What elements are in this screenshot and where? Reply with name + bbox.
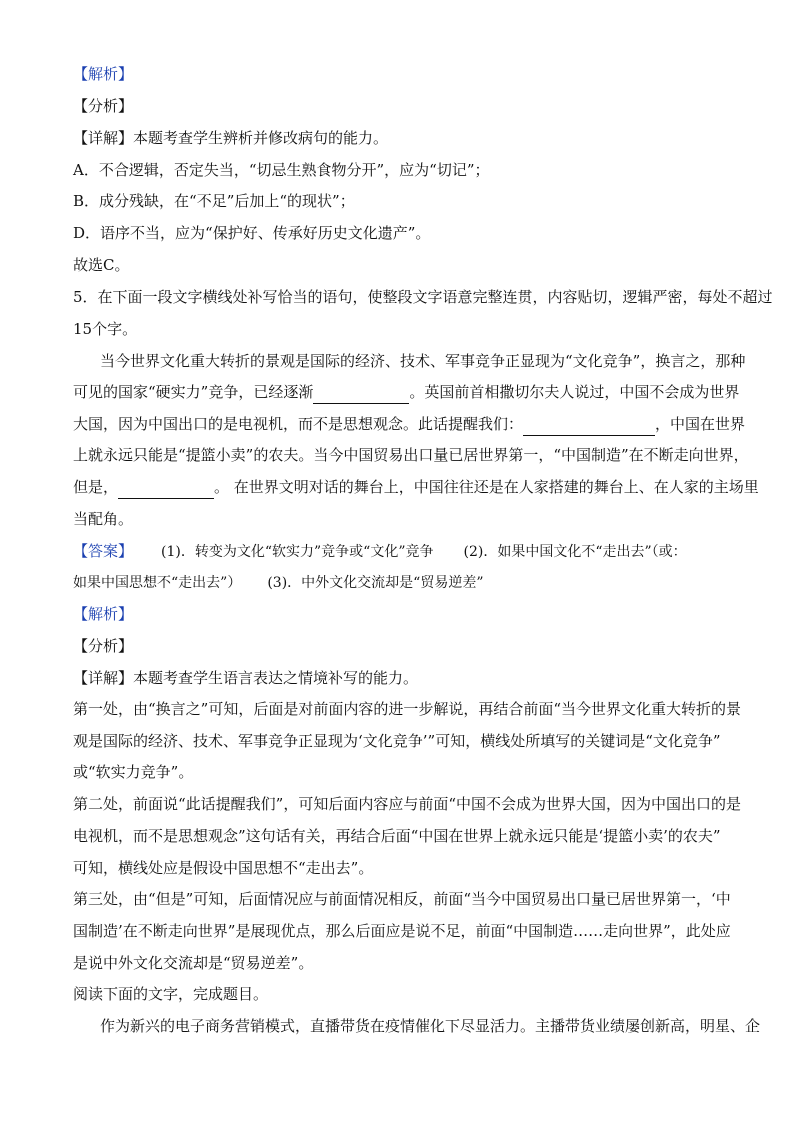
- q5-stem-line-1: 5．在下面一段文字横线处补写恰当的语句，使整段文字语意完整连贯，内容贴切，逻辑严密，每处不超过: [73, 288, 773, 306]
- q5-answer-line-2: [73, 570, 483, 595]
- explain-2c: 可知，横线处应是假设中国思想不“走出去”。: [73, 859, 374, 877]
- q5-passage-text: 大国，因为中国出口的是电视机，而不是思想观念。此话提醒我们：: [73, 415, 524, 433]
- answer-2-cont: 如果中国思想不“走出去”）: [73, 575, 242, 591]
- q4-option-a: A．不合逻辑，否定失当，“切忌生熟食物分开”，应为“切记”；: [73, 161, 490, 179]
- tag-answer: 【答案】: [73, 542, 134, 560]
- tag-analysis: 【解析】: [73, 65, 134, 83]
- explain-2b: 电视机，而不是思想观念”这句话有关，再结合后面“中国在世界上就永远只能是‘提篮小卖’的农夫”: [73, 827, 721, 845]
- q5-detail-line: [73, 666, 418, 690]
- q5-stem-line-2: 15个字。: [73, 320, 138, 338]
- q5-passage-text: 。英国前首相撒切尔夫人说过，中国不会成为世界: [409, 383, 740, 401]
- q4-detail-text: 本题考查学生辨析并修改病句的能力。: [133, 129, 389, 147]
- q5-answer-line-1: [73, 539, 687, 564]
- fill-blank-1[interactable]: [313, 385, 409, 404]
- q5-passage-text: ，中国在世界: [655, 415, 746, 433]
- explain-3b: 国制造’在不断走向世界”是展现优点，那么后面应是说不足，前面“中国制造……走向世界”，此处应: [73, 922, 731, 940]
- q4-option-d: D．语序不当，应为“保护好、传承好历史文化遗产”。: [73, 224, 431, 242]
- q5-passage-line-6: 当配角。: [73, 510, 134, 528]
- explain-3c: 是说中外文化交流却是“贸易逆差”。: [73, 954, 314, 972]
- answer-2: (2)．如果中国文化不“走出去”（或：: [463, 544, 687, 560]
- explain-2a: 第二处，前面说“此话提醒我们”，可知后面内容应与前面“中国不会成为世界大国，因为中国出口的是: [73, 795, 742, 813]
- tag-detail: 【详解】: [73, 129, 134, 147]
- q5-passage-text: 可见的国家“硬实力”竞争，已经逐渐: [73, 383, 314, 401]
- tag-fenxi-2: 【分析】: [73, 637, 134, 655]
- reading-paragraph-1: 作为新兴的电子商务营销模式，直播带货在疫情催化下尽显活力。主播带货业绩屡创新高，明星、企: [100, 1017, 761, 1035]
- q5-passage-line-2: [73, 380, 739, 404]
- explain-1a: 第一处，由“换言之”可知，后面是对前面内容的进一步解说，再结合前面“当今世界文化重大转折的景: [73, 700, 742, 718]
- q5-passage-line-3: [73, 412, 745, 436]
- fill-blank-2[interactable]: [523, 417, 655, 436]
- tag-detail-2: 【详解】: [73, 669, 134, 687]
- explain-1c: 或“软实力竞争”。: [73, 763, 194, 781]
- q5-passage-line-4: 上就永远只能是“提篮小卖”的农夫。当今中国贸易出口量已居世界第一，“中国制造”在不断走向世界，: [73, 446, 749, 464]
- q5-passage-line-5: [73, 475, 759, 499]
- answer-1: (1)．转变为文化“软实力”竞争或“文化”竞争: [161, 544, 434, 560]
- fill-blank-3[interactable]: [118, 480, 214, 499]
- q5-passage-line-1: 当今世界文化重大转折的景观是国际的经济、技术、军事竞争正显现为“文化竞争”，换言之，那种: [100, 352, 746, 370]
- explain-3a: 第三处，由“但是”可知，后面情况应与前面情况相反，前面“当今中国贸易出口量已居世界第一，‘中: [73, 890, 731, 908]
- q5-passage-text: 。 在世界文明对话的舞台上，中国往往还是在人家搭建的舞台上、在人家的主场里: [214, 478, 759, 496]
- q4-detail-line: [73, 126, 388, 150]
- tag-fenxi: 【分析】: [73, 97, 134, 115]
- q4-conclusion: 故选C。: [73, 256, 130, 274]
- reading-intro: 阅读下面的文字，完成题目。: [73, 985, 269, 1003]
- tag-analysis-2: 【解析】: [73, 605, 134, 623]
- q5-detail-text: 本题考查学生语言表达之情境补写的能力。: [133, 669, 419, 687]
- q5-passage-text: 但是，: [73, 478, 119, 496]
- explain-1b: 观是国际的经济、技术、军事竞争正显现为‘文化竞争’”可知，横线处所填写的关键词是“文化竞争”: [73, 732, 721, 750]
- q4-option-b: B．成分残缺，在“不足”后加上“的现状”；: [73, 192, 355, 210]
- answer-3: (3)．中外文化交流却是“贸易逆差”: [267, 575, 484, 591]
